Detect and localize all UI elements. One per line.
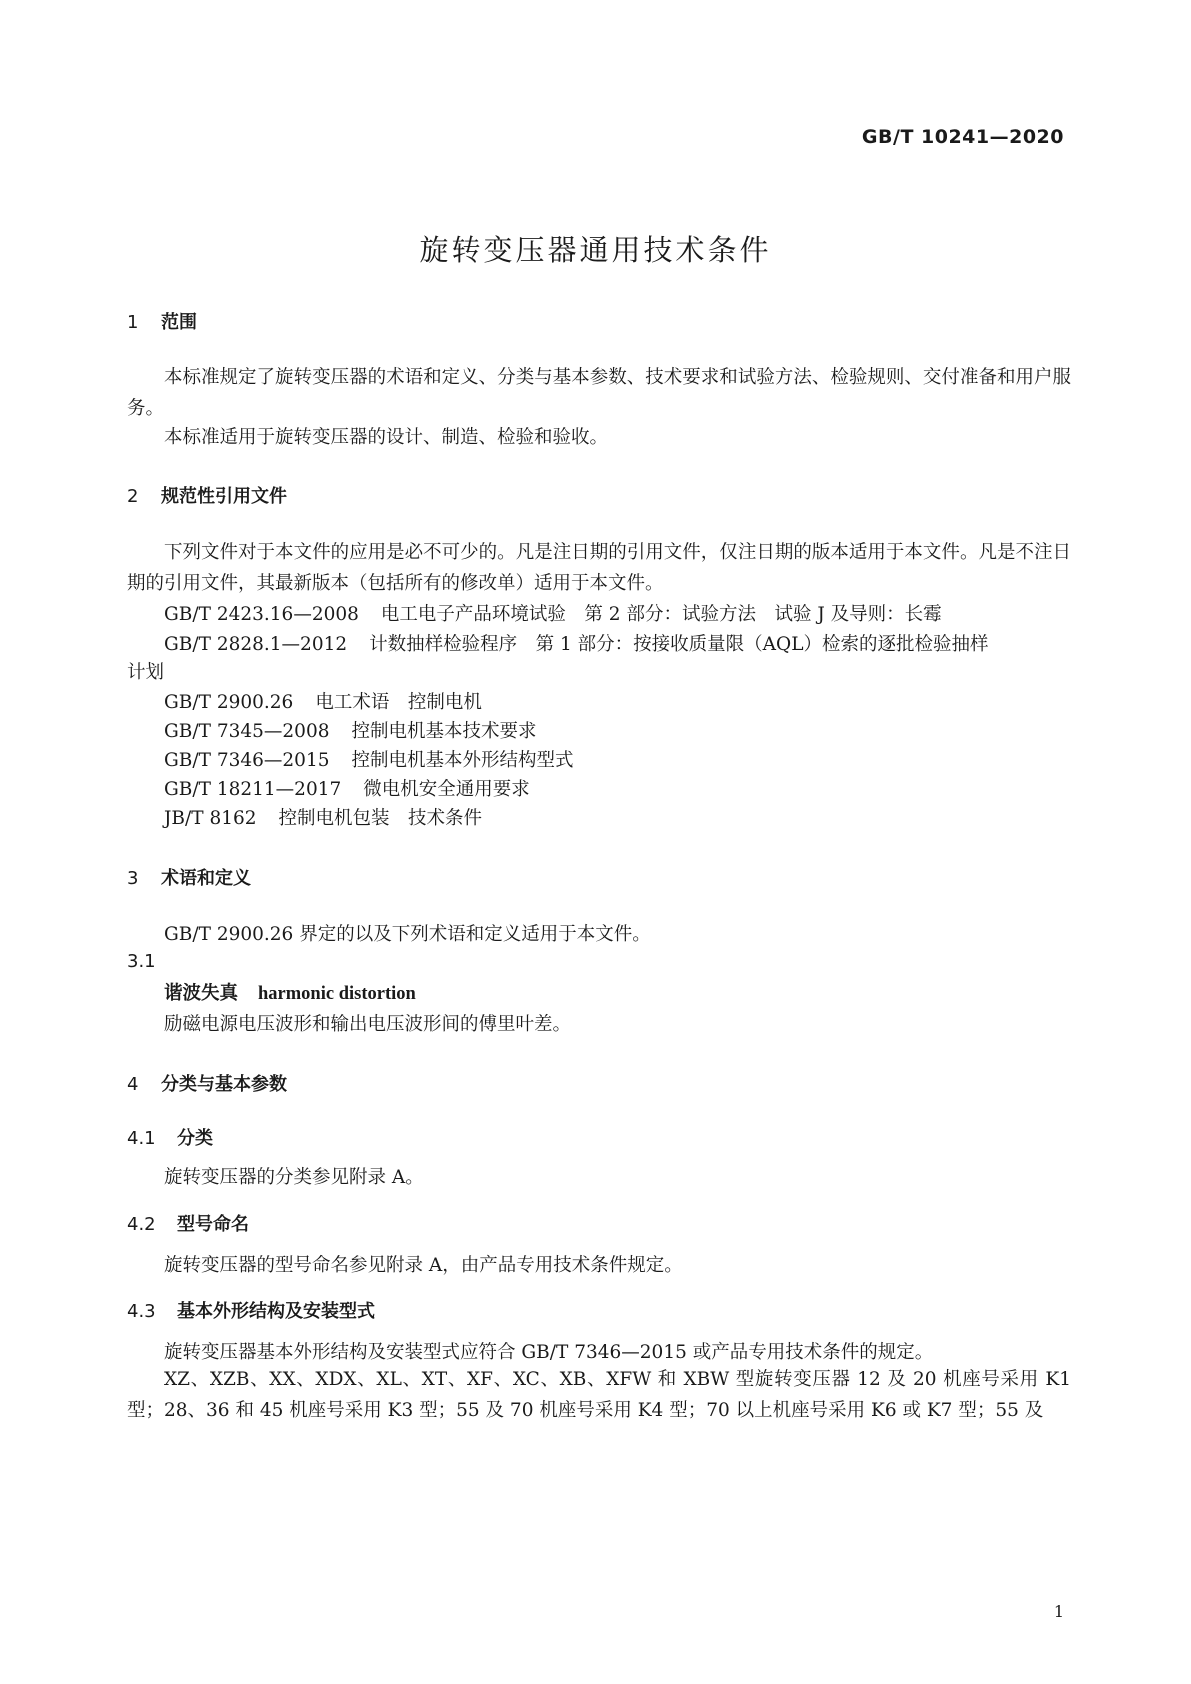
reference-title: 控制电机包装 技术条件: [278, 808, 483, 829]
reference-item: [164, 804, 482, 830]
section-4-2-text: 旋转变压器的型号命名参见附录 A，由产品专用技术条件规定。: [164, 1255, 683, 1276]
section-4-3-heading: [127, 1297, 375, 1323]
section-4-2-heading: [127, 1210, 249, 1236]
section-1-paragraph-1: 本标准规定了旋转变压器的术语和定义、分类与基本参数、技术要求和试验方法、检验规则、交付准备和用户服务。: [127, 367, 1071, 419]
reference-title: 微电机安全通用要求: [363, 779, 530, 800]
reference-item: [164, 717, 537, 743]
reference-code: GB/T 2423.16—2008: [164, 604, 359, 625]
term-entry: [164, 979, 416, 1005]
section-number: 4: [127, 1074, 139, 1095]
reference-item: [164, 600, 942, 626]
reference-code: GB/T 2900.26: [164, 692, 294, 713]
section-number: 3: [127, 868, 139, 889]
section-number: 4.1: [127, 1128, 156, 1149]
reference-item: [164, 746, 574, 772]
reference-title: 控制电机基本技术要求: [351, 721, 537, 742]
standard-code: GB/T 10241—2020: [861, 126, 1064, 148]
section-title: 分类与基本参数: [161, 1074, 287, 1095]
page-number: 1: [1053, 1602, 1064, 1621]
section-number: 2: [127, 486, 139, 507]
reference-item: [164, 688, 482, 714]
term-number: 3.1: [127, 951, 156, 972]
reference-item: [164, 775, 530, 801]
section-4-1-heading: [127, 1124, 213, 1150]
section-4-heading: [127, 1070, 287, 1096]
section-number: 1: [127, 312, 139, 333]
section-title: 术语和定义: [161, 868, 251, 889]
section-4-3-paragraph-1: 旋转变压器基本外形结构及安装型式应符合 GB/T 7346—2015 或产品专用技术条件的规定。: [164, 1342, 934, 1363]
term-definition: 励磁电源电压波形和输出电压波形间的傅里叶差。: [164, 1014, 572, 1035]
reference-code: GB/T 2828.1—2012: [164, 634, 348, 655]
section-4-1-text: 旋转变压器的分类参见附录 A。: [164, 1167, 424, 1188]
section-4-3-paragraph-2: XZ、XZB、XX、XDX、XL、XT、XF、XC、XB、XFW 和 XBW 型旋转变压器 12 及 20 机座号采用 K1 型；28、36 和 45 机座号采用 K3 型；55 及 70 机座号采用 K4 型；70 以上机座号采用 K6 或 K7 型；55 及: [127, 1369, 1071, 1421]
section-title: 分类: [177, 1128, 213, 1149]
reference-code: GB/T 18211—2017: [164, 779, 342, 800]
reference-title: 电工术语 控制电机: [315, 692, 482, 713]
reference-title: 电工电子产品环境试验 第 2 部分：试验方法 试验 J 及导则：长霉: [380, 604, 942, 625]
section-1-paragraph-2: 本标准适用于旋转变压器的设计、制造、检验和验收。: [164, 427, 609, 448]
reference-code: GB/T 7345—2008: [164, 721, 330, 742]
reference-code: JB/T 8162: [164, 808, 257, 829]
section-title: 基本外形结构及安装型式: [177, 1301, 375, 1322]
reference-continuation: 计划: [127, 662, 165, 683]
term-english: harmonic distortion: [258, 984, 416, 1004]
document-title: 旋转变压器通用技术条件: [419, 233, 772, 267]
section-title: 型号命名: [177, 1214, 249, 1235]
section-2-intro: 下列文件对于本文件的应用是必不可少的。凡是注日期的引用文件，仅注日期的版本适用于本文件。凡是不注日期的引用文件，其最新版本（包括所有的修改单）适用于本文件。: [127, 542, 1071, 594]
section-number: 4.3: [127, 1301, 156, 1322]
section-3-heading: [127, 864, 251, 890]
reference-title: 计数抽样检验程序 第 1 部分：按接收质量限（AQL）检索的逐批检验抽样: [369, 634, 989, 655]
reference-code: GB/T 7346—2015: [164, 750, 330, 771]
section-1-heading: [127, 308, 197, 334]
section-number: 4.2: [127, 1214, 156, 1235]
reference-title: 控制电机基本外形结构型式: [351, 750, 574, 771]
term-chinese: 谐波失真: [164, 983, 239, 1004]
section-3-intro: GB/T 2900.26 界定的以及下列术语和定义适用于本文件。: [164, 924, 651, 945]
reference-item: [164, 630, 989, 656]
section-2-heading: [127, 482, 287, 508]
section-title: 规范性引用文件: [161, 486, 287, 507]
section-title: 范围: [161, 312, 197, 333]
